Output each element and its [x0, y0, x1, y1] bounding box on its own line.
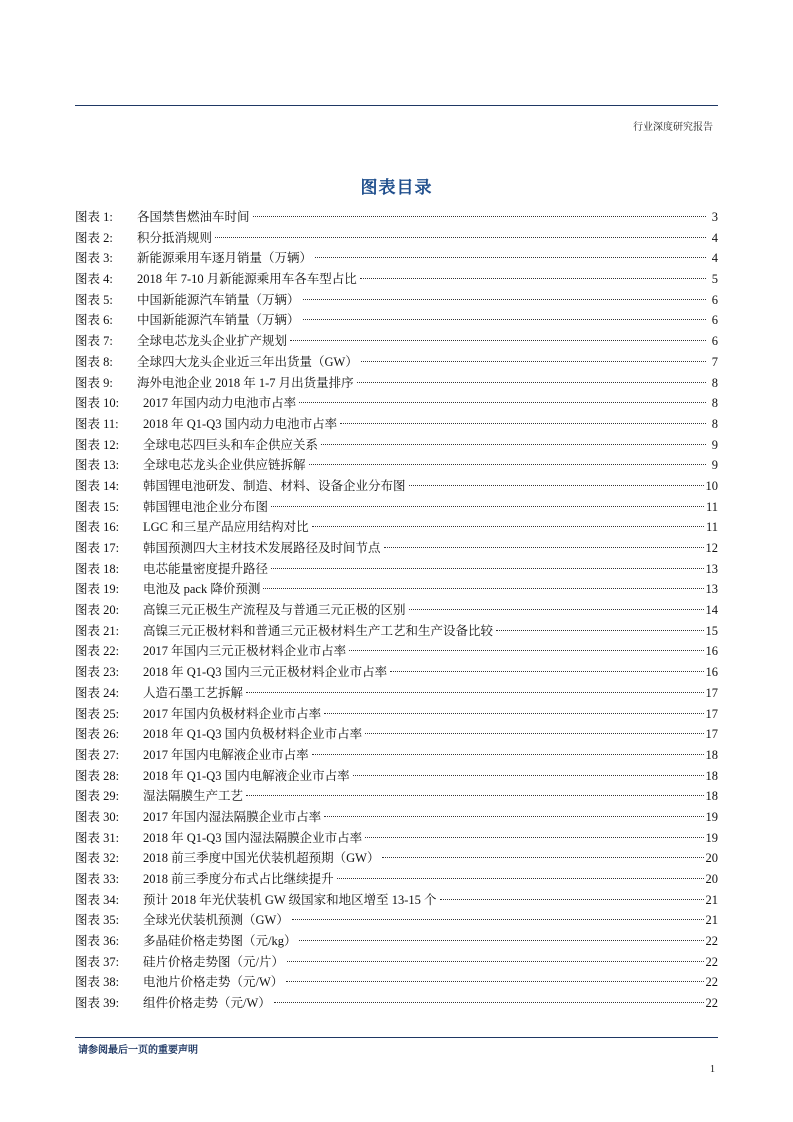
- toc-entry-caption: 2018 年 Q1-Q3 国内动力电池市占率: [143, 416, 338, 431]
- toc-entry-label: 图表 14:: [75, 478, 120, 493]
- toc-entry-page: 8: [711, 416, 718, 431]
- toc-entry-page: 18: [705, 747, 718, 762]
- toc-entry[interactable]: [75, 538, 718, 559]
- toc-entry-caption: 全球电芯龙头企业供应链拆解: [143, 458, 306, 473]
- toc-entry-page: 22: [705, 954, 718, 969]
- toc-entry-page: 13: [705, 561, 718, 576]
- toc-entry[interactable]: [75, 952, 718, 973]
- toc-entry-caption: 电池片价格走势（元/W）: [143, 975, 284, 990]
- toc-entry-caption: 高镍三元正极生产流程及与普通三元正极的区别: [143, 603, 406, 618]
- toc-dot-leader: [253, 216, 706, 217]
- toc-dot-leader: [292, 919, 704, 920]
- toc-entry-page: 18: [705, 768, 718, 783]
- toc-entry-caption: 韩国锂电池研发、制造、材料、设备企业分布图: [143, 478, 406, 493]
- toc-entry-label: 图表 9:: [75, 375, 113, 390]
- toc-entry-page: 12: [705, 541, 718, 555]
- toc-entry-label: 图表 22:: [75, 644, 120, 659]
- toc-entry-page: 4: [711, 230, 718, 245]
- toc-entry-label: 图表 31:: [75, 830, 120, 845]
- toc-dot-leader: [312, 526, 704, 527]
- toc-dot-leader: [360, 278, 706, 279]
- toc-entry-label: 图表 39:: [75, 996, 120, 1011]
- toc-entry-page: 15: [705, 623, 718, 638]
- toc-entry-page: 17: [705, 706, 718, 721]
- toc-entry-page: 18: [705, 789, 718, 804]
- toc-entry-page: 11: [705, 499, 718, 514]
- toc-entry-caption: 人造石墨工艺拆解: [143, 685, 244, 700]
- toc-entry-label: 图表 10:: [75, 396, 120, 411]
- toc-entry[interactable]: [75, 476, 718, 497]
- toc-entry-caption: 全球光伏装机预测（GW）: [143, 913, 289, 928]
- toc-entry-label: 图表 1:: [75, 210, 113, 224]
- toc-entry-label: 图表 7:: [75, 334, 113, 349]
- toc-dot-leader: [349, 650, 703, 651]
- toc-entry[interactable]: [75, 683, 718, 704]
- toc-entry-caption: 海外电池企业 2018 年 1-7 月出货量排序: [137, 375, 354, 390]
- toc-dot-leader: [365, 837, 703, 838]
- toc-entry[interactable]: [75, 724, 718, 745]
- toc-entry-page: 14: [705, 603, 718, 618]
- toc-entry[interactable]: [75, 828, 718, 849]
- toc-entry-label: 图表 12:: [75, 437, 120, 452]
- toc-entry-caption: 组件价格走势（元/W）: [143, 996, 271, 1011]
- document-type-label: 行业深度研究报告: [633, 122, 713, 133]
- toc-entry-page: 6: [711, 292, 718, 307]
- toc-entry[interactable]: [75, 579, 718, 600]
- toc-entry-label: 图表 26:: [75, 727, 120, 742]
- toc-entry[interactable]: [75, 890, 718, 911]
- toc-dot-leader: [303, 299, 706, 300]
- toc-entry-caption: 2018 年 Q1-Q3 国内湿法隔膜企业市占率: [143, 830, 363, 845]
- toc-entry[interactable]: [75, 497, 718, 518]
- page-number: 1: [710, 1064, 715, 1075]
- toc-entry-caption: 2017 年国内湿法隔膜企业市占率: [143, 809, 322, 824]
- toc-entry-label: 图表 3:: [75, 251, 113, 266]
- toc-entry-label: 图表 18:: [75, 561, 120, 576]
- toc-entry-caption: 2017 年国内负极材料企业市占率: [143, 706, 322, 721]
- toc-dot-leader: [382, 857, 703, 858]
- toc-entry[interactable]: [75, 931, 718, 952]
- toc-entry-page: 4: [711, 251, 718, 266]
- toc-entry-page: 9: [711, 458, 718, 473]
- toc-entry-label: 图表 6:: [75, 313, 113, 328]
- toc-entry[interactable]: [75, 310, 718, 331]
- toc-entry[interactable]: [75, 869, 718, 890]
- toc-entry[interactable]: [75, 745, 718, 766]
- toc-entry-caption: 2018 前三季度分布式占比继续提升: [143, 872, 334, 886]
- toc-entry[interactable]: [75, 662, 718, 683]
- toc-entry-caption: 湿法隔膜生产工艺: [143, 789, 244, 804]
- toc-entry-label: 图表 2:: [75, 230, 113, 245]
- toc-entry-page: 21: [705, 892, 718, 907]
- toc-dot-leader: [496, 630, 703, 631]
- header-rule: [75, 105, 718, 106]
- toc-entry[interactable]: [75, 972, 718, 993]
- figure-toc-list: [75, 207, 718, 1014]
- toc-dot-leader: [361, 361, 706, 362]
- toc-entry-label: 图表 35:: [75, 913, 120, 928]
- toc-entry[interactable]: [75, 848, 718, 869]
- toc-entry-caption: 积分抵消规则: [137, 230, 213, 245]
- toc-dot-leader: [324, 713, 703, 714]
- toc-entry[interactable]: [75, 621, 718, 642]
- toc-dot-leader: [271, 568, 703, 569]
- toc-dot-leader: [303, 319, 706, 320]
- toc-dot-leader: [274, 1002, 704, 1003]
- toc-entry-label: 图表 32:: [75, 851, 120, 866]
- toc-entry[interactable]: [75, 207, 718, 228]
- toc-entry-page: 13: [705, 582, 718, 597]
- toc-entry[interactable]: [75, 228, 718, 249]
- toc-entry[interactable]: [75, 331, 718, 352]
- toc-entry-label: 图表 4:: [75, 272, 113, 287]
- toc-entry-page: 22: [705, 996, 718, 1011]
- toc-entry-caption: 2018 年 Q1-Q3 国内负极材料企业市占率: [143, 727, 363, 742]
- toc-entry[interactable]: [75, 807, 718, 828]
- toc-entry[interactable]: [75, 600, 718, 621]
- toc-dot-leader: [337, 878, 704, 879]
- toc-entry-page: 3: [711, 210, 718, 224]
- toc-dot-leader: [312, 754, 704, 755]
- toc-entry-page: 16: [705, 665, 718, 680]
- toc-dot-leader: [263, 588, 703, 589]
- toc-dot-leader: [409, 609, 704, 610]
- toc-entry-label: 图表 37:: [75, 954, 120, 969]
- toc-dot-leader: [440, 899, 704, 900]
- toc-entry[interactable]: [75, 517, 718, 538]
- toc-entry[interactable]: [75, 559, 718, 580]
- toc-entry-label: 图表 34:: [75, 892, 120, 907]
- toc-entry-caption: 中国新能源汽车销量（万辆）: [137, 292, 300, 307]
- toc-entry-caption: 电芯能量密度提升路径: [143, 561, 269, 576]
- toc-dot-leader: [340, 423, 706, 424]
- toc-entry-page: 6: [711, 334, 718, 349]
- toc-entry-caption: 各国禁售燃油车时间: [137, 210, 250, 224]
- toc-entry-label: 图表 27:: [75, 747, 120, 762]
- toc-entry[interactable]: [75, 704, 718, 725]
- toc-dot-leader: [286, 981, 703, 982]
- toc-entry-label: 图表 17:: [75, 541, 120, 555]
- toc-dot-leader: [246, 692, 703, 693]
- toc-entry[interactable]: [75, 435, 718, 456]
- toc-entry-label: 图表 36:: [75, 934, 120, 949]
- toc-entry-caption: 全球四大龙头企业近三年出货量（GW）: [137, 354, 358, 369]
- toc-entry-page: 9: [711, 437, 718, 452]
- toc-entry[interactable]: [75, 641, 718, 662]
- toc-entry-label: 图表 33:: [75, 872, 120, 886]
- toc-entry[interactable]: [75, 414, 718, 435]
- toc-entry-page: 19: [705, 830, 718, 845]
- toc-entry-caption: 新能源乘用车逐月销量（万辆）: [137, 251, 313, 266]
- toc-dot-leader: [353, 775, 704, 776]
- toc-entry-caption: 2018 年 7-10 月新能源乘用车各车型占比: [137, 272, 357, 287]
- toc-dot-leader: [271, 506, 704, 507]
- toc-entry-page: 20: [705, 851, 718, 866]
- toc-entry-label: 图表 19:: [75, 582, 120, 597]
- toc-entry[interactable]: [75, 290, 718, 311]
- toc-entry-page: 17: [705, 727, 718, 742]
- toc-dot-leader: [287, 961, 704, 962]
- toc-entry-label: 图表 5:: [75, 292, 113, 307]
- toc-entry-label: 图表 15:: [75, 499, 120, 514]
- toc-entry-page: 10: [705, 478, 718, 493]
- toc-entry-caption: 多晶硅价格走势图（元/kg）: [143, 934, 297, 949]
- toc-entry-caption: 全球电芯龙头企业扩产规划: [137, 334, 288, 349]
- toc-entry[interactable]: [75, 248, 718, 269]
- toc-title: 图表目录: [360, 178, 433, 198]
- toc-dot-leader: [299, 402, 706, 403]
- toc-dot-leader: [390, 671, 703, 672]
- toc-entry-label: 图表 25:: [75, 706, 120, 721]
- toc-entry-label: 图表 38:: [75, 975, 120, 990]
- toc-dot-leader: [309, 464, 706, 465]
- toc-entry-caption: 2017 年国内三元正极材料企业市占率: [143, 644, 347, 659]
- toc-dot-leader: [321, 444, 706, 445]
- toc-dot-leader: [357, 382, 706, 383]
- toc-entry-page: 20: [705, 872, 718, 886]
- toc-entry-page: 19: [705, 809, 718, 824]
- toc-entry-caption: LGC 和三星产品应用结构对比: [143, 520, 309, 535]
- toc-entry-page: 8: [711, 375, 718, 390]
- toc-entry-caption: 电池及 pack 降价预测: [143, 582, 261, 597]
- toc-entry-label: 图表 21:: [75, 623, 120, 638]
- toc-entry-caption: 硅片价格走势图（元/片）: [143, 954, 284, 969]
- toc-entry-caption: 2018 年 Q1-Q3 国内三元正极材料企业市占率: [143, 665, 388, 680]
- toc-entry-page: 5: [711, 272, 718, 287]
- toc-dot-leader: [246, 795, 703, 796]
- toc-entry[interactable]: [75, 373, 718, 394]
- toc-entry[interactable]: [75, 786, 718, 807]
- toc-entry-caption: 2018 前三季度中国光伏装机超预期（GW）: [143, 851, 380, 866]
- toc-entry-caption: 全球电芯四巨头和车企供应关系: [143, 437, 319, 452]
- toc-entry[interactable]: [75, 766, 718, 787]
- toc-entry-page: 7: [711, 354, 718, 369]
- toc-dot-leader: [365, 733, 703, 734]
- toc-entry-page: 22: [705, 975, 718, 990]
- toc-entry-page: 6: [711, 313, 718, 328]
- toc-entry-label: 图表 16:: [75, 520, 120, 535]
- toc-entry[interactable]: [75, 352, 718, 373]
- toc-entry-label: 图表 30:: [75, 809, 120, 824]
- toc-dot-leader: [324, 816, 703, 817]
- toc-entry[interactable]: [75, 269, 718, 290]
- toc-entry-label: 图表 24:: [75, 685, 120, 700]
- toc-entry[interactable]: [75, 393, 718, 414]
- toc-entry-page: 11: [705, 520, 718, 535]
- toc-dot-leader: [215, 237, 706, 238]
- toc-entry-caption: 2017 年国内动力电池市占率: [143, 396, 297, 411]
- toc-dot-leader: [384, 547, 704, 548]
- toc-entry-caption: 高镍三元正极材料和普通三元正极材料生产工艺和生产设备比较: [143, 623, 494, 638]
- toc-entry[interactable]: [75, 910, 718, 931]
- toc-dot-leader: [290, 340, 706, 341]
- toc-entry-caption: 2018 年 Q1-Q3 国内电解液企业市占率: [143, 768, 350, 783]
- toc-entry-caption: 2017 年国内电解液企业市占率: [143, 747, 309, 762]
- toc-entry-page: 16: [705, 644, 718, 659]
- toc-dot-leader: [409, 485, 704, 486]
- toc-entry-label: 图表 11:: [75, 416, 119, 431]
- toc-entry-label: 图表 20:: [75, 603, 120, 618]
- footer-rule: [75, 1037, 718, 1038]
- footer-disclaimer: 请参阅最后一页的重要声明: [78, 1045, 198, 1056]
- toc-entry-label: 图表 13:: [75, 458, 120, 473]
- toc-entry-caption: 预计 2018 年光伏装机 GW 级国家和地区增至 13-15 个: [143, 892, 437, 907]
- toc-entry-label: 图表 29:: [75, 789, 120, 804]
- toc-entry-page: 8: [711, 396, 718, 411]
- toc-entry-page: 17: [705, 685, 718, 700]
- toc-entry-caption: 韩国预测四大主材技术发展路径及时间节点: [143, 541, 381, 555]
- toc-entry[interactable]: [75, 455, 718, 476]
- toc-entry-label: 图表 23:: [75, 665, 120, 680]
- toc-entry-page: 21: [705, 913, 718, 928]
- toc-entry-page: 22: [705, 934, 718, 949]
- toc-dot-leader: [299, 940, 703, 941]
- toc-entry-label: 图表 28:: [75, 768, 120, 783]
- toc-entry-caption: 韩国锂电池企业分布图: [143, 499, 269, 514]
- toc-entry[interactable]: [75, 993, 718, 1014]
- toc-entry-caption: 中国新能源汽车销量（万辆）: [137, 313, 300, 328]
- toc-dot-leader: [315, 257, 706, 258]
- toc-entry-label: 图表 8:: [75, 354, 113, 369]
